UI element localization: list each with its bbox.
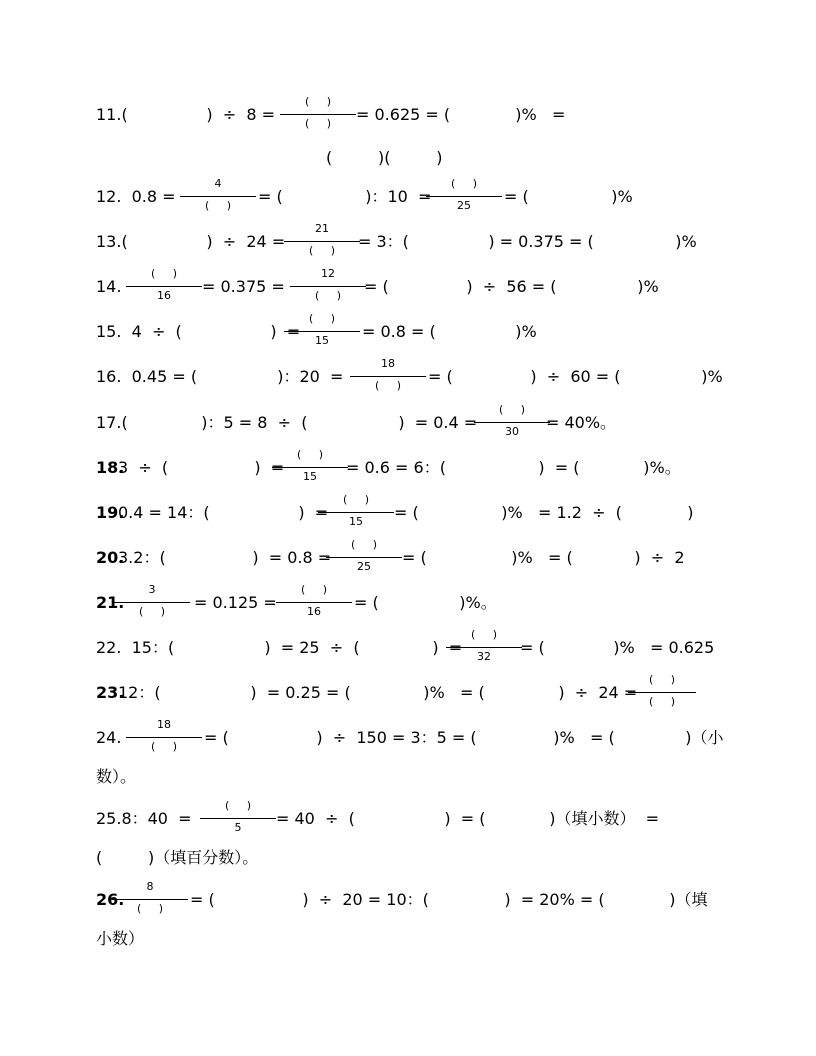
problem-15-number: 15. 4 ÷ (: [96, 322, 182, 341]
problem-23-segment: )% = (: [408, 683, 485, 702]
fraction-numerator: ( ): [300, 583, 328, 596]
problem-26-segment: ) = 20% = (: [484, 890, 605, 909]
fraction-denominator: 15: [315, 334, 329, 347]
fraction: [324, 537, 404, 581]
problem-26-segment: = (: [190, 890, 215, 909]
problem-21-segment: = 0.125 =: [194, 593, 282, 612]
problem-13-segment: = 3：(: [358, 232, 409, 251]
problem-26-continuation: [0, 923, 816, 967]
fraction-bar: [284, 331, 360, 332]
problem-14-segment: )%: [622, 277, 659, 296]
problem-11-tail: ( )( ): [326, 148, 443, 167]
problem-21-number: 21.: [96, 593, 125, 612]
problem-17-segment: )：5 = 8 ÷ (: [186, 413, 308, 432]
fraction: [444, 627, 524, 671]
fraction-bar: [474, 422, 550, 423]
fraction-denominator: 15: [349, 515, 363, 528]
problem-16-segment: ) ÷ 60 = (: [510, 367, 621, 386]
fraction-numerator: ( ): [450, 177, 478, 190]
fraction: [198, 798, 278, 842]
problem-22-number: 22. 15：(: [96, 638, 175, 657]
problem-18-segment: 3 ÷ (: [118, 458, 169, 477]
fraction-bar: [126, 286, 202, 287]
fraction: [124, 717, 204, 761]
problem-15-segment: ) =: [250, 322, 306, 341]
fraction-bar: [114, 602, 190, 603]
problem-19-segment: )% = 1.2 ÷ (: [486, 503, 622, 522]
fraction-bar: [272, 467, 348, 468]
problem-18-segment: ) = (: [518, 458, 580, 477]
problem-12-segment: )：10 =: [350, 187, 437, 206]
problem-12-segment: = (: [258, 187, 283, 206]
problem-25-number: 25.8：40 =: [96, 809, 197, 828]
problem-14: [0, 266, 816, 310]
problem-11: [0, 94, 816, 138]
problem-19-segment: 0.4 = 14：(: [118, 503, 210, 522]
fraction-numerator: ( ): [304, 95, 332, 108]
problem-16-segment: )：20 =: [262, 367, 349, 386]
fraction-denominator: ( ): [374, 379, 402, 392]
problem-20-segment: )% = (: [496, 548, 573, 567]
problem-18-segment: = 0.6 = 6：(: [346, 458, 446, 477]
fraction-denominator: 5: [234, 821, 242, 834]
fraction-denominator: ( ): [304, 117, 332, 130]
fraction-numerator: ( ): [498, 403, 526, 416]
fraction: [110, 879, 190, 923]
fraction-bar: [200, 818, 276, 819]
fraction-denominator: ( ): [136, 902, 164, 915]
fraction: [288, 266, 368, 310]
problem-25-segment: = 40 ÷ (: [276, 809, 355, 828]
fraction: [424, 176, 504, 220]
fraction-denominator: ( ): [308, 244, 336, 257]
problem-21-segment: )%。: [444, 593, 497, 612]
problem-17-segment: ) = 0.4 =: [378, 413, 483, 432]
fraction-denominator: 25: [357, 560, 371, 573]
problem-22: [0, 627, 816, 671]
fraction: [316, 492, 396, 536]
fraction: [274, 582, 354, 626]
fraction-numerator: ( ): [308, 312, 336, 325]
problem-14-segment: = (: [364, 277, 389, 296]
problem-22-segment: ) = 25 ÷ (: [244, 638, 360, 657]
problem-17-segment: = 40%。: [546, 413, 617, 432]
problem-20-segment: 3.2：(: [118, 548, 166, 567]
problem-14-segment: ) ÷ 56 = (: [446, 277, 557, 296]
problem-18-segment: )%。: [628, 458, 681, 477]
problem-26: [0, 879, 816, 923]
fraction-denominator: 16: [307, 605, 321, 618]
fraction: [348, 356, 428, 400]
problem-19-segment: ): [672, 503, 694, 522]
fraction-numerator: ( ): [470, 628, 498, 641]
fraction-numerator: 8: [146, 880, 154, 893]
fraction-numerator: 3: [148, 583, 156, 596]
problem-19-number: 19.: [96, 503, 125, 522]
problem-26-segment: )（填: [654, 890, 708, 909]
problem-24-segment: )% = (: [538, 728, 615, 747]
problem-20-segment: ) ÷ 2: [614, 548, 685, 567]
problem-20-number: 20.: [96, 548, 125, 567]
fraction-denominator: ( ): [150, 740, 178, 753]
fraction-bar: [280, 114, 356, 115]
problem-16-segment: )%: [686, 367, 723, 386]
problem-22-segment: ) =: [412, 638, 468, 657]
fraction-bar: [350, 376, 426, 377]
problem-16-number: 16. 0.45 = (: [96, 367, 198, 386]
problem-24-segment: ) ÷ 150 = 3：5 = (: [296, 728, 477, 747]
fraction-numerator: 18: [381, 357, 395, 370]
problem-15-segment: = 0.8 = (: [362, 322, 436, 341]
fraction-denominator: 15: [303, 470, 317, 483]
fraction-denominator: ( ): [204, 199, 232, 212]
fraction-bar: [284, 241, 360, 242]
problem-18: [0, 447, 816, 491]
problem-26-segment: ) ÷ 20 = 10：(: [282, 890, 429, 909]
fraction-numerator: ( ): [150, 267, 178, 280]
problem-25: [0, 798, 816, 842]
problem-24: [0, 717, 816, 761]
problem-20: [0, 537, 816, 581]
problem-13-segment: )%: [660, 232, 697, 251]
fraction-bar: [326, 557, 402, 558]
fraction-denominator: 16: [157, 289, 171, 302]
fraction-numerator: ( ): [342, 493, 370, 506]
problem-12: [0, 176, 816, 220]
problem-23-segment: ) ÷ 24 =: [538, 683, 643, 702]
fraction-bar: [426, 196, 502, 197]
problem-16-segment: = (: [428, 367, 453, 386]
problem-13: [0, 221, 816, 265]
problem-19-segment: = (: [394, 503, 419, 522]
problem-11-number: 11.(: [96, 105, 128, 124]
problem-12-segment: = (: [504, 187, 529, 206]
fraction-numerator: 18: [157, 718, 171, 731]
problem-16: [0, 356, 816, 400]
fraction-numerator: 4: [214, 177, 222, 190]
problem-13-number: 13.(: [96, 232, 128, 251]
problem-24-number: 24.: [96, 728, 127, 747]
fraction: [124, 266, 204, 310]
fraction-denominator: ( ): [138, 605, 166, 618]
problem-22-segment: )% = 0.625: [598, 638, 715, 657]
problem-12-number: 12. 0.8 =: [96, 187, 181, 206]
fraction: [472, 402, 552, 446]
fraction: [282, 221, 362, 265]
fraction-numerator: ( ): [648, 673, 676, 686]
problem-26-tail: 小数）: [96, 929, 145, 948]
problem-18-number: 18.: [96, 458, 125, 477]
problem-25-segment: )（填小数） =: [534, 809, 660, 828]
problem-25-segment: ) = (: [424, 809, 486, 828]
fraction-denominator: 32: [477, 650, 491, 663]
fraction: [178, 176, 258, 220]
problem-14-segment: = 0.375 =: [202, 277, 290, 296]
fraction-numerator: 12: [321, 267, 335, 280]
fraction-numerator: ( ): [350, 538, 378, 551]
fraction-bar: [276, 602, 352, 603]
problem-11-segment: )% =: [500, 105, 566, 124]
fraction-bar: [446, 647, 522, 648]
problem-21: [0, 582, 816, 626]
fraction: [626, 672, 698, 716]
fraction: [282, 311, 362, 355]
problem-23-number: 23.: [96, 683, 125, 702]
problem-24-segment: = (: [204, 728, 229, 747]
problem-23-segment: ) = 0.25 = (: [230, 683, 351, 702]
fraction-bar: [112, 899, 188, 900]
problem-22-segment: = (: [520, 638, 545, 657]
fraction-numerator: ( ): [296, 448, 324, 461]
problem-20-segment: = (: [402, 548, 427, 567]
fraction-bar: [126, 737, 202, 738]
problem-13-segment: ) = 0.375 = (: [468, 232, 594, 251]
fraction-numerator: 21: [315, 222, 329, 235]
problem-24-segment: )（小: [670, 728, 724, 747]
problem-19: [0, 492, 816, 536]
problem-17: [0, 402, 816, 446]
problem-23: [0, 672, 816, 716]
fraction-bar: [180, 196, 256, 197]
problem-12-segment: )%: [596, 187, 633, 206]
problem-23-segment: 12：(: [118, 683, 161, 702]
fraction-bar: [318, 512, 394, 513]
fraction: [112, 582, 192, 626]
problem-14-number: 14.: [96, 277, 127, 296]
fraction-denominator: 30: [505, 425, 519, 438]
fraction-bar: [290, 286, 366, 287]
problem-11-segment: = 0.625 = (: [356, 105, 451, 124]
problem-21-segment: = (: [354, 593, 379, 612]
fraction: [278, 94, 358, 138]
fraction-numerator: ( ): [224, 799, 252, 812]
problem-25-tail: ( )（填百分数）。: [96, 848, 259, 867]
problem-18-segment: ) =: [234, 458, 290, 477]
fraction: [270, 447, 350, 491]
problem-17-number: 17.(: [96, 413, 128, 432]
problem-24-tail: 数）。: [96, 767, 137, 786]
problem-11-segment: ) ÷ 8 =: [186, 105, 281, 124]
problem-13-segment: ) ÷ 24 =: [186, 232, 291, 251]
problem-20-segment: ) = 0.8 =: [232, 548, 337, 567]
problem-19-segment: ) =: [278, 503, 334, 522]
fraction-denominator: ( ): [314, 289, 342, 302]
fraction-bar: [628, 692, 696, 693]
problem-15: [0, 311, 816, 355]
problem-26-number: 26.: [96, 890, 125, 909]
problem-15-segment: )%: [500, 322, 537, 341]
fraction-denominator: ( ): [648, 695, 676, 708]
fraction-denominator: 25: [457, 199, 471, 212]
